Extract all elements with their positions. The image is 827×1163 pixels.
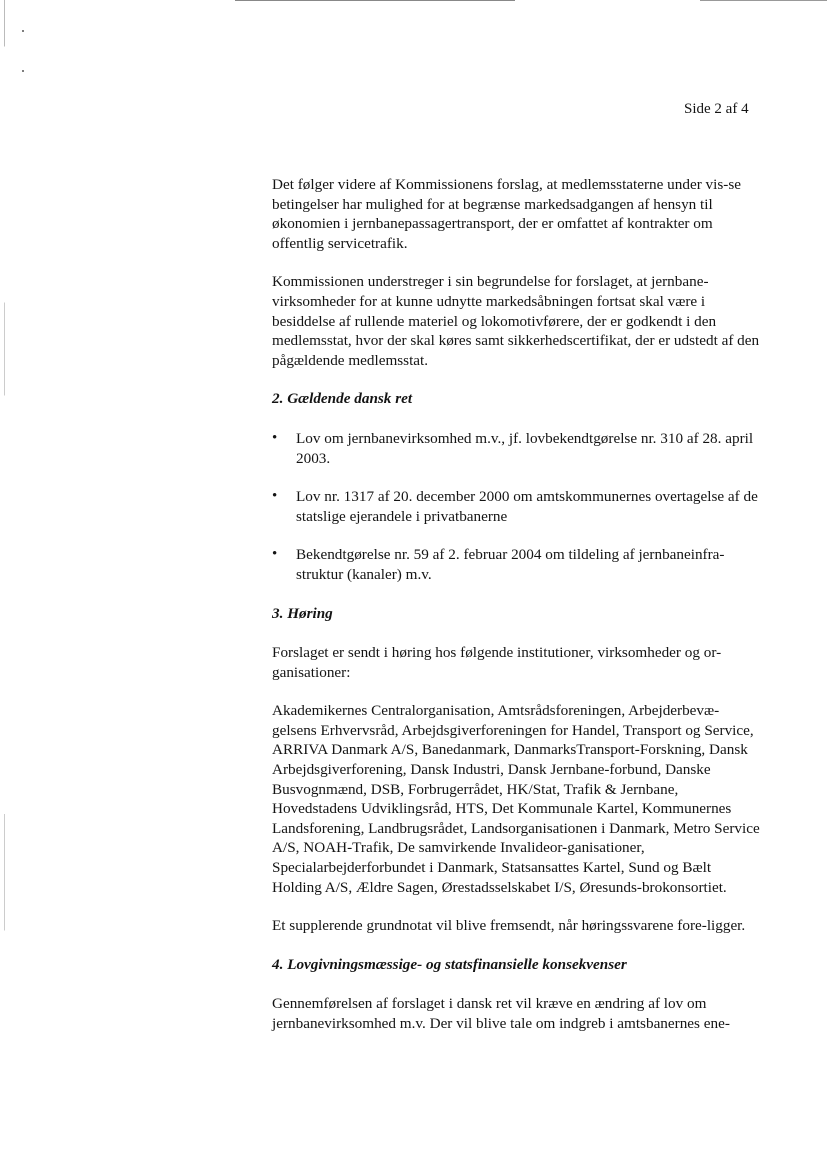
intro-paragraph-2: Kommissionen understreger i sin begrundelse for forslaget, at jernbane-virksomheder for at kunne udnytte markedsåbningen fortsat skal være i besiddelse af rullende materiel og lokomotivførere, der er godkendt i den medlemsstat, hvor der skal køres samt sikkerhedscertifikat, der er udstedt af den pågældende medlemsstat. — [272, 273, 760, 369]
document-body — [272, 175, 760, 1053]
bullet-icon: • — [272, 488, 278, 505]
consequences-paragraph: Gennemførelsen af forslaget i dansk ret vil kræve en ændring af lov om jernbanevirksomhed m.v. Der vil blive tale om indgreb i amtsbanernes ene- — [272, 995, 730, 1032]
list-item-text: Bekendtgørelse nr. 59 af 2. februar 2004 om tildeling af jernbaneinfra-struktur (kanaler) m.v. — [296, 546, 725, 583]
list-item — [272, 487, 760, 526]
list-item — [272, 545, 760, 584]
list-item-text: Lov nr. 1317 af 20. december 2000 om amtskommunernes overtagelse af de statslige ejerandele i privatbanerne — [296, 488, 758, 525]
list-item-text: Lov om jernbanevirksomhed m.v., jf. lovbekendtgørelse nr. 310 af 28. april 2003. — [296, 429, 754, 467]
section-heading-3: 3. Høring — [272, 604, 333, 622]
intro-paragraph-1: Det følger videre af Kommissionens forslag, at medlemsstaterne under vis-se betingelser har mulighed for at begrænse markedsadgangen af hensyn til økonomien i jernbanepassagertransport, der er omfattet af kontrakter om offentlig servicetrafik. — [272, 176, 741, 252]
scan-artifact-left-edge — [4, 0, 5, 1163]
list-item — [272, 429, 760, 468]
hearing-recipients-paragraph: Akademikernes Centralorganisation, Amtsrådsforeningen, Arbejderbevæ-gelsens Erhvervsråd, Arbejdsgiverforeningen for Handel, Transport og Service, ARRIVA Danmark A/S, Banedanmark, DanmarksTransport-Forskning, Dansk Arbejdsgiverforening, Dansk Industri, Dansk Jernbane-forbund, Danske Busvognmænd, DSB, Forbrugerrådet, HK/Stat, Trafik & Jernbane, Hovedstadens Udviklingsråd, HTS, Det Kommunale Kartel, Kommunernes Landsforening, Landbrugsrådet, Landsorganisationen i Danmark, Metro Service A/S, NOAH-Trafik, De samvirkende Invalideor-ganisationer, Specialarbejderforbundet i Danmark, Statsansattes Kartel, Sund og Bælt Holding A/S, Ældre Sagen, Ørestadsselskabet I/S, Øresunds-brokonsortiet. — [272, 702, 760, 896]
section-heading-2: 2. Gældende dansk ret — [272, 390, 413, 408]
page-number: Side 2 af 4 — [684, 101, 749, 117]
hearing-followup-paragraph: Et supplerende grundnotat vil blive fremsendt, når høringssvarene fore-ligger. — [272, 917, 746, 935]
scan-artifact-dot — [22, 30, 24, 32]
bullet-icon: • — [272, 546, 278, 563]
current-law-list — [272, 429, 760, 585]
section-heading-4: 4. Lovgivningsmæssige- og statsfinansielle konsekvenser — [272, 955, 627, 973]
scan-artifact-dot — [22, 70, 24, 72]
scan-artifact-top-rule-right — [700, 0, 827, 1]
hearing-intro-paragraph: Forslaget er sendt i høring hos følgende institutioner, virksomheder og or-ganisationer: — [272, 644, 722, 681]
bullet-icon: • — [272, 429, 278, 446]
scan-artifact-top-rule — [235, 0, 515, 1]
